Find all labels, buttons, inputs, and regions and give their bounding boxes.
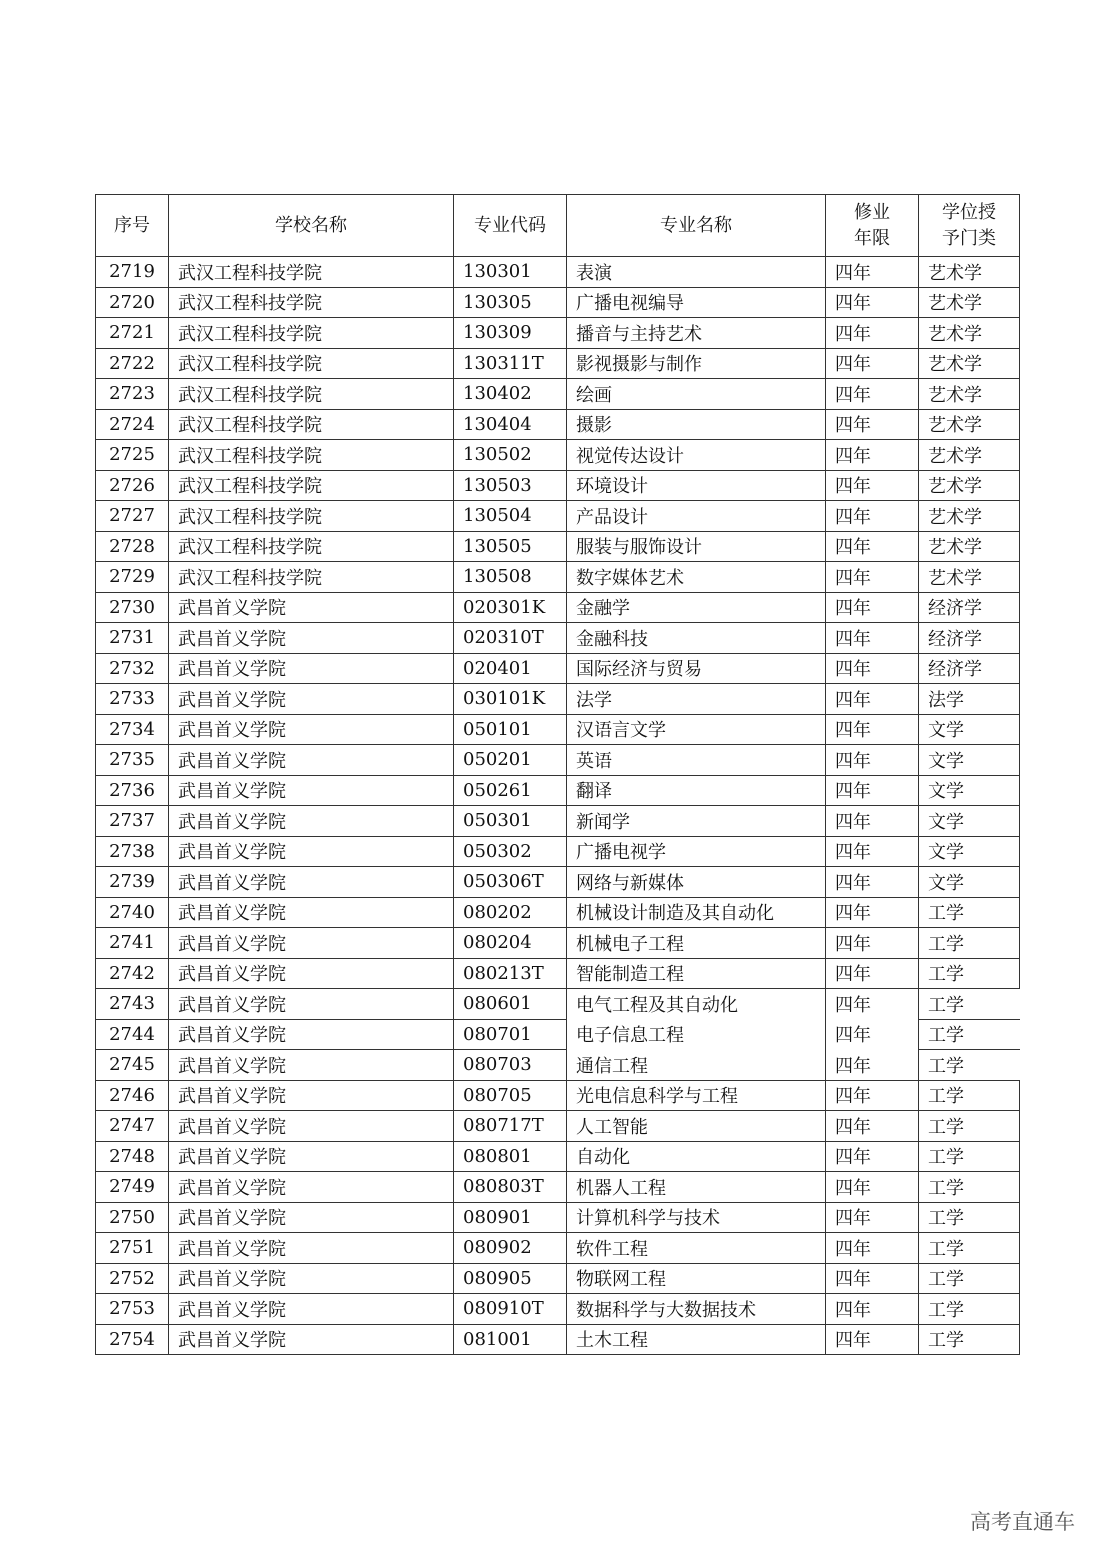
cell-school: 武昌首义学院 xyxy=(169,653,454,684)
header-school: 学校名称 xyxy=(169,195,454,257)
cell-school: 武昌首义学院 xyxy=(169,745,454,776)
table-row xyxy=(96,897,1020,928)
cell-seq: 2733 xyxy=(96,684,169,715)
cell-seq: 2754 xyxy=(96,1324,169,1355)
cell-code: 050301 xyxy=(454,806,567,837)
cell-code: 080213T xyxy=(454,958,567,989)
table-row xyxy=(96,287,1020,318)
cell-deg: 艺术学 xyxy=(919,440,1020,471)
table-row xyxy=(96,440,1020,471)
cell-code: 080905 xyxy=(454,1263,567,1294)
cell-major: 机器人工程 xyxy=(567,1172,826,1203)
cell-deg: 经济学 xyxy=(919,623,1020,654)
cell-code: 130505 xyxy=(454,531,567,562)
cell-code: 080801 xyxy=(454,1141,567,1172)
cell-school: 武汉工程科技学院 xyxy=(169,409,454,440)
cell-major: 物联网工程 xyxy=(567,1263,826,1294)
cell-deg: 工学 xyxy=(919,1050,1020,1081)
cell-deg: 工学 xyxy=(919,958,1020,989)
cell-deg: 工学 xyxy=(919,1080,1020,1111)
cell-deg: 法学 xyxy=(919,684,1020,715)
cell-major: 英语 xyxy=(567,745,826,776)
cell-dur: 四年 xyxy=(826,989,919,1020)
cell-school: 武昌首义学院 xyxy=(169,1141,454,1172)
cell-major: 视觉传达设计 xyxy=(567,440,826,471)
cell-deg: 艺术学 xyxy=(919,470,1020,501)
cell-dur: 四年 xyxy=(826,501,919,532)
cell-school: 武昌首义学院 xyxy=(169,867,454,898)
cell-deg: 艺术学 xyxy=(919,409,1020,440)
cell-dur: 四年 xyxy=(826,1111,919,1142)
cell-dur: 四年 xyxy=(826,1263,919,1294)
table-row xyxy=(96,501,1020,532)
cell-school: 武昌首义学院 xyxy=(169,989,454,1020)
cell-seq: 2750 xyxy=(96,1202,169,1233)
cell-major: 网络与新媒体 xyxy=(567,867,826,898)
cell-dur: 四年 xyxy=(826,745,919,776)
cell-school: 武汉工程科技学院 xyxy=(169,562,454,593)
cell-seq: 2749 xyxy=(96,1172,169,1203)
cell-deg: 艺术学 xyxy=(919,562,1020,593)
table-row xyxy=(96,1233,1020,1264)
cell-dur: 四年 xyxy=(826,623,919,654)
cell-school: 武昌首义学院 xyxy=(169,714,454,745)
table-row xyxy=(96,257,1020,288)
cell-school: 武昌首义学院 xyxy=(169,1324,454,1355)
cell-school: 武昌首义学院 xyxy=(169,1111,454,1142)
cell-dur: 四年 xyxy=(826,806,919,837)
cell-seq: 2727 xyxy=(96,501,169,532)
cell-deg: 艺术学 xyxy=(919,501,1020,532)
header-seq: 序号 xyxy=(96,195,169,257)
cell-seq: 2739 xyxy=(96,867,169,898)
cell-dur: 四年 xyxy=(826,470,919,501)
cell-major: 绘画 xyxy=(567,379,826,410)
table-row xyxy=(96,806,1020,837)
cell-school: 武昌首义学院 xyxy=(169,1233,454,1264)
table-row xyxy=(96,531,1020,562)
cell-seq: 2726 xyxy=(96,470,169,501)
cell-code: 130402 xyxy=(454,379,567,410)
cell-seq: 2729 xyxy=(96,562,169,593)
cell-code: 080703 xyxy=(454,1050,567,1081)
cell-dur: 四年 xyxy=(826,592,919,623)
cell-seq: 2740 xyxy=(96,897,169,928)
cell-school: 武昌首义学院 xyxy=(169,684,454,715)
cell-deg: 工学 xyxy=(919,928,1020,959)
cell-school: 武昌首义学院 xyxy=(169,1172,454,1203)
cell-school: 武昌首义学院 xyxy=(169,1050,454,1081)
cell-seq: 2747 xyxy=(96,1111,169,1142)
cell-major: 土木工程 xyxy=(567,1324,826,1355)
cell-school: 武汉工程科技学院 xyxy=(169,379,454,410)
cell-deg: 工学 xyxy=(919,1141,1020,1172)
cell-dur: 四年 xyxy=(826,1050,919,1081)
cell-deg: 文学 xyxy=(919,745,1020,776)
cell-seq: 2725 xyxy=(96,440,169,471)
table-row xyxy=(96,714,1020,745)
cell-seq: 2735 xyxy=(96,745,169,776)
table-row xyxy=(96,775,1020,806)
cell-dur: 四年 xyxy=(826,1294,919,1325)
cell-major: 机械设计制造及其自动化 xyxy=(567,897,826,928)
table-header xyxy=(96,195,1020,257)
cell-school: 武昌首义学院 xyxy=(169,836,454,867)
table-body xyxy=(96,257,1020,1355)
cell-code: 080803T xyxy=(454,1172,567,1203)
cell-deg: 艺术学 xyxy=(919,287,1020,318)
cell-code: 080202 xyxy=(454,897,567,928)
cell-deg: 文学 xyxy=(919,714,1020,745)
cell-school: 武昌首义学院 xyxy=(169,623,454,654)
cell-major: 法学 xyxy=(567,684,826,715)
cell-major: 产品设计 xyxy=(567,501,826,532)
cell-dur: 四年 xyxy=(826,348,919,379)
header-degree-line2: 予门类 xyxy=(942,227,996,249)
cell-code: 050201 xyxy=(454,745,567,776)
cell-school: 武昌首义学院 xyxy=(169,958,454,989)
cell-major: 广播电视编导 xyxy=(567,287,826,318)
cell-major: 通信工程 xyxy=(567,1050,826,1081)
cell-dur: 四年 xyxy=(826,928,919,959)
cell-dur: 四年 xyxy=(826,897,919,928)
cell-seq: 2741 xyxy=(96,928,169,959)
cell-seq: 2719 xyxy=(96,257,169,288)
cell-seq: 2752 xyxy=(96,1263,169,1294)
cell-major: 翻译 xyxy=(567,775,826,806)
cell-code: 020310T xyxy=(454,623,567,654)
cell-school: 武昌首义学院 xyxy=(169,1202,454,1233)
cell-major: 数据科学与大数据技术 xyxy=(567,1294,826,1325)
cell-major: 环境设计 xyxy=(567,470,826,501)
cell-major: 数字媒体艺术 xyxy=(567,562,826,593)
cell-deg: 工学 xyxy=(919,989,1020,1020)
cell-dur: 四年 xyxy=(826,1080,919,1111)
cell-code: 080204 xyxy=(454,928,567,959)
cell-school: 武昌首义学院 xyxy=(169,592,454,623)
cell-dur: 四年 xyxy=(826,440,919,471)
cell-code: 130311T xyxy=(454,348,567,379)
table-row xyxy=(96,684,1020,715)
table-row xyxy=(96,745,1020,776)
cell-seq: 2728 xyxy=(96,531,169,562)
table-row xyxy=(96,562,1020,593)
header-degree-line1: 学位授 xyxy=(942,202,996,224)
table-row xyxy=(96,989,1020,1020)
cell-code: 080717T xyxy=(454,1111,567,1142)
cell-seq: 2748 xyxy=(96,1141,169,1172)
cell-code: 020301K xyxy=(454,592,567,623)
cell-dur: 四年 xyxy=(826,1019,919,1050)
cell-seq: 2745 xyxy=(96,1050,169,1081)
cell-major: 服装与服饰设计 xyxy=(567,531,826,562)
cell-major: 电子信息工程 xyxy=(567,1019,826,1050)
cell-school: 武汉工程科技学院 xyxy=(169,531,454,562)
header-degree xyxy=(919,195,1020,257)
cell-code: 050261 xyxy=(454,775,567,806)
cell-dur: 四年 xyxy=(826,1324,919,1355)
cell-major: 金融学 xyxy=(567,592,826,623)
cell-code: 020401 xyxy=(454,653,567,684)
cell-code: 050306T xyxy=(454,867,567,898)
table-row xyxy=(96,623,1020,654)
header-duration-line1: 修业 xyxy=(854,202,890,224)
cell-dur: 四年 xyxy=(826,409,919,440)
cell-dur: 四年 xyxy=(826,867,919,898)
cell-major: 摄影 xyxy=(567,409,826,440)
cell-code: 130404 xyxy=(454,409,567,440)
cell-code: 080701 xyxy=(454,1019,567,1050)
cell-major: 机械电子工程 xyxy=(567,928,826,959)
cell-code: 050101 xyxy=(454,714,567,745)
header-major: 专业名称 xyxy=(567,195,826,257)
cell-deg: 文学 xyxy=(919,867,1020,898)
cell-seq: 2736 xyxy=(96,775,169,806)
cell-seq: 2751 xyxy=(96,1233,169,1264)
cell-seq: 2731 xyxy=(96,623,169,654)
cell-school: 武昌首义学院 xyxy=(169,1294,454,1325)
cell-deg: 经济学 xyxy=(919,592,1020,623)
header-duration xyxy=(826,195,919,257)
table-row xyxy=(96,592,1020,623)
cell-deg: 艺术学 xyxy=(919,531,1020,562)
cell-deg: 工学 xyxy=(919,1294,1020,1325)
cell-deg: 艺术学 xyxy=(919,318,1020,349)
cell-deg: 工学 xyxy=(919,1263,1020,1294)
cell-code: 130301 xyxy=(454,257,567,288)
cell-seq: 2721 xyxy=(96,318,169,349)
cell-major: 软件工程 xyxy=(567,1233,826,1264)
cell-deg: 艺术学 xyxy=(919,257,1020,288)
cell-code: 080601 xyxy=(454,989,567,1020)
cell-dur: 四年 xyxy=(826,257,919,288)
cell-major: 智能制造工程 xyxy=(567,958,826,989)
cell-seq: 2722 xyxy=(96,348,169,379)
cell-deg: 艺术学 xyxy=(919,348,1020,379)
table-row xyxy=(96,318,1020,349)
cell-major: 播音与主持艺术 xyxy=(567,318,826,349)
cell-dur: 四年 xyxy=(826,714,919,745)
table-row xyxy=(96,1111,1020,1142)
table-row xyxy=(96,348,1020,379)
cell-school: 武汉工程科技学院 xyxy=(169,257,454,288)
cell-dur: 四年 xyxy=(826,1233,919,1264)
cell-school: 武昌首义学院 xyxy=(169,775,454,806)
cell-school: 武昌首义学院 xyxy=(169,928,454,959)
cell-major: 影视摄影与制作 xyxy=(567,348,826,379)
cell-seq: 2737 xyxy=(96,806,169,837)
table-row xyxy=(96,1172,1020,1203)
cell-major: 金融科技 xyxy=(567,623,826,654)
table-row xyxy=(96,470,1020,501)
cell-code: 130305 xyxy=(454,287,567,318)
cell-school: 武汉工程科技学院 xyxy=(169,501,454,532)
cell-deg: 工学 xyxy=(919,1324,1020,1355)
cell-seq: 2724 xyxy=(96,409,169,440)
cell-code: 130503 xyxy=(454,470,567,501)
table-row xyxy=(96,1324,1020,1355)
cell-dur: 四年 xyxy=(826,562,919,593)
cell-dur: 四年 xyxy=(826,1172,919,1203)
cell-school: 武昌首义学院 xyxy=(169,1080,454,1111)
cell-dur: 四年 xyxy=(826,318,919,349)
cell-code: 130309 xyxy=(454,318,567,349)
cell-seq: 2734 xyxy=(96,714,169,745)
cell-school: 武汉工程科技学院 xyxy=(169,348,454,379)
cell-major: 国际经济与贸易 xyxy=(567,653,826,684)
table-row xyxy=(96,1050,1020,1081)
cell-deg: 工学 xyxy=(919,1202,1020,1233)
cell-school: 武昌首义学院 xyxy=(169,806,454,837)
cell-deg: 工学 xyxy=(919,1111,1020,1142)
cell-seq: 2720 xyxy=(96,287,169,318)
cell-seq: 2730 xyxy=(96,592,169,623)
cell-deg: 工学 xyxy=(919,897,1020,928)
cell-dur: 四年 xyxy=(826,1202,919,1233)
cell-code: 080901 xyxy=(454,1202,567,1233)
cell-deg: 工学 xyxy=(919,1233,1020,1264)
cell-dur: 四年 xyxy=(826,684,919,715)
cell-code: 030101K xyxy=(454,684,567,715)
cell-school: 武汉工程科技学院 xyxy=(169,440,454,471)
cell-dur: 四年 xyxy=(826,287,919,318)
cell-school: 武汉工程科技学院 xyxy=(169,470,454,501)
cell-seq: 2732 xyxy=(96,653,169,684)
cell-school: 武汉工程科技学院 xyxy=(169,318,454,349)
cell-dur: 四年 xyxy=(826,958,919,989)
cell-code: 080705 xyxy=(454,1080,567,1111)
cell-code: 081001 xyxy=(454,1324,567,1355)
table-row xyxy=(96,867,1020,898)
cell-dur: 四年 xyxy=(826,775,919,806)
cell-major: 汉语言文学 xyxy=(567,714,826,745)
cell-dur: 四年 xyxy=(826,653,919,684)
table-row xyxy=(96,653,1020,684)
table-row xyxy=(96,409,1020,440)
cell-major: 表演 xyxy=(567,257,826,288)
cell-seq: 2743 xyxy=(96,989,169,1020)
cell-major: 自动化 xyxy=(567,1141,826,1172)
cell-deg: 艺术学 xyxy=(919,379,1020,410)
cell-major: 光电信息科学与工程 xyxy=(567,1080,826,1111)
cell-dur: 四年 xyxy=(826,836,919,867)
cell-seq: 2738 xyxy=(96,836,169,867)
cell-major: 计算机科学与技术 xyxy=(567,1202,826,1233)
cell-code: 130502 xyxy=(454,440,567,471)
table-row xyxy=(96,928,1020,959)
table-row xyxy=(96,1294,1020,1325)
table-row xyxy=(96,958,1020,989)
cell-school: 武汉工程科技学院 xyxy=(169,287,454,318)
cell-major: 广播电视学 xyxy=(567,836,826,867)
table-row xyxy=(96,836,1020,867)
header-duration-line2: 年限 xyxy=(854,227,890,249)
table-row xyxy=(96,1263,1020,1294)
cell-major: 新闻学 xyxy=(567,806,826,837)
cell-deg: 工学 xyxy=(919,1172,1020,1203)
cell-code: 080902 xyxy=(454,1233,567,1264)
cell-school: 武昌首义学院 xyxy=(169,1019,454,1050)
cell-deg: 文学 xyxy=(919,836,1020,867)
cell-major: 电气工程及其自动化 xyxy=(567,989,826,1020)
table-row xyxy=(96,1019,1020,1050)
table-row xyxy=(96,1202,1020,1233)
cell-seq: 2746 xyxy=(96,1080,169,1111)
cell-deg: 工学 xyxy=(919,1019,1020,1050)
cell-deg: 经济学 xyxy=(919,653,1020,684)
cell-code: 130504 xyxy=(454,501,567,532)
cell-dur: 四年 xyxy=(826,1141,919,1172)
table-row xyxy=(96,1080,1020,1111)
table-row xyxy=(96,1141,1020,1172)
cell-seq: 2742 xyxy=(96,958,169,989)
header-row xyxy=(96,195,1020,257)
header-code: 专业代码 xyxy=(454,195,567,257)
majors-table xyxy=(95,194,1020,1355)
cell-major: 人工智能 xyxy=(567,1111,826,1142)
table-row xyxy=(96,379,1020,410)
cell-code: 080910T xyxy=(454,1294,567,1325)
cell-school: 武昌首义学院 xyxy=(169,897,454,928)
watermark-text: 高考直通车 xyxy=(970,1510,1075,1534)
cell-school: 武昌首义学院 xyxy=(169,1263,454,1294)
cell-dur: 四年 xyxy=(826,379,919,410)
cell-seq: 2723 xyxy=(96,379,169,410)
cell-deg: 文学 xyxy=(919,806,1020,837)
cell-dur: 四年 xyxy=(826,531,919,562)
cell-code: 130508 xyxy=(454,562,567,593)
cell-code: 050302 xyxy=(454,836,567,867)
cell-deg: 文学 xyxy=(919,775,1020,806)
cell-seq: 2744 xyxy=(96,1019,169,1050)
cell-seq: 2753 xyxy=(96,1294,169,1325)
